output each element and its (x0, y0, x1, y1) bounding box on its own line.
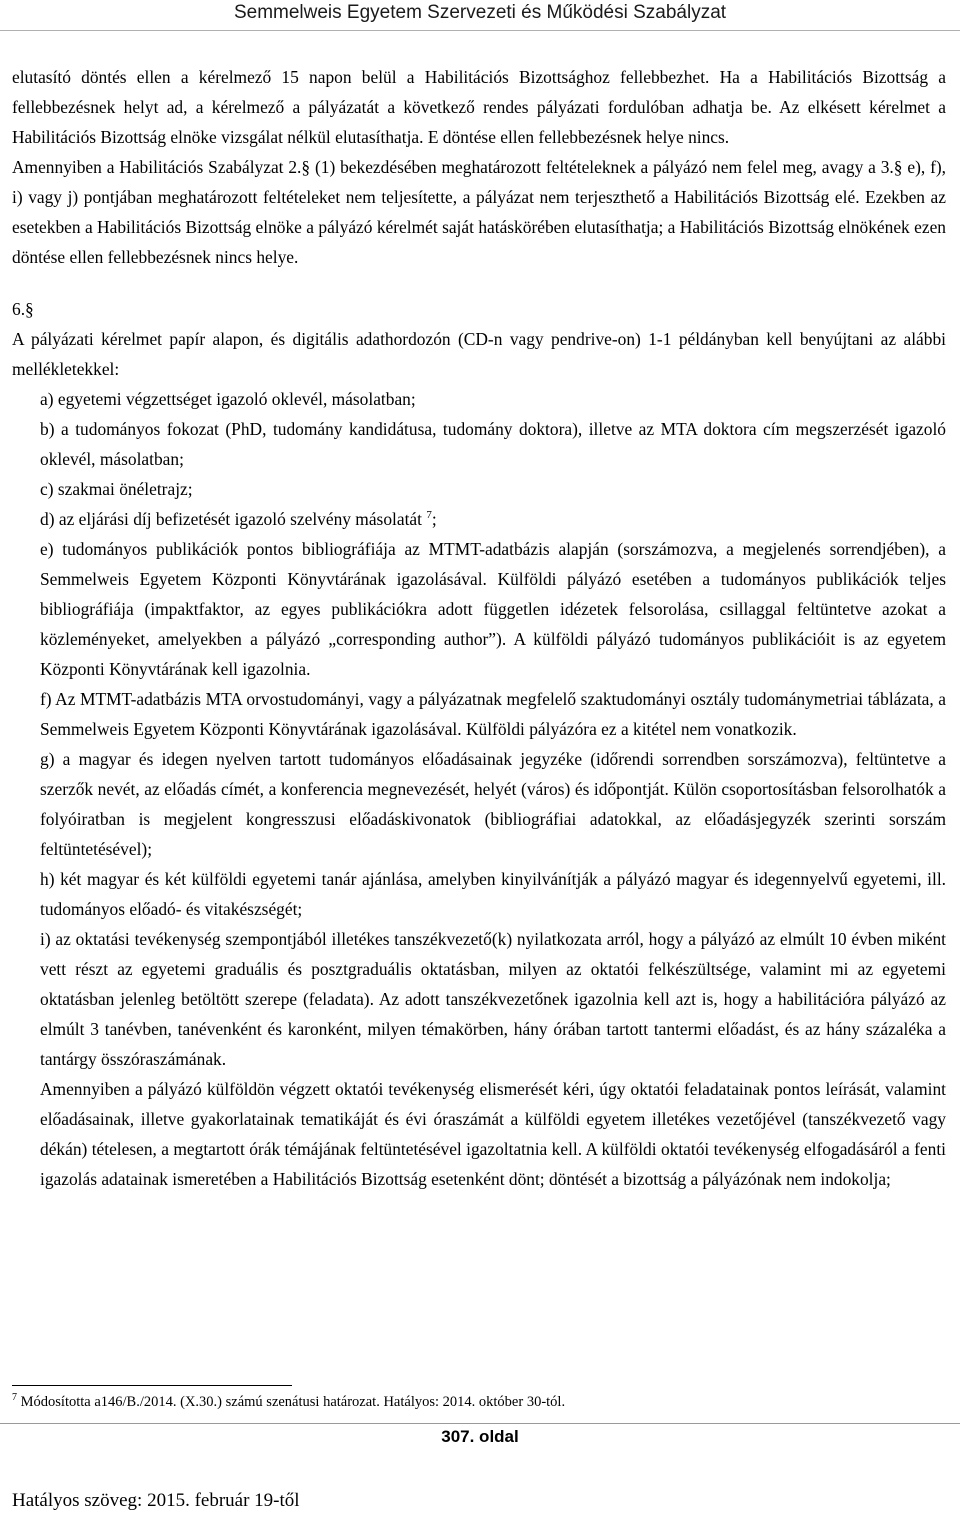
header-divider (0, 30, 960, 31)
footnote (12, 1392, 946, 1412)
paragraph-intro: A pályázati kérelmet papír alapon, és digitális adathordozón (CD-n vagy pendrive-on) 1-1 példányban kell benyújtani az alábbi mellékletekkel: (12, 329, 946, 379)
paragraph-conditions: Amennyiben a Habilitációs Szabályzat 2.§ (1) bekezdésében meghatározott feltételeknek a pályázó nem felel meg, avagy a 3.§ e), f), i) vagy j) pontjában meghatározott feltételeket nem teljesítette, a pályázat nem terjeszthető a Habilitációs Bizottság elé. Ezekben az esetekben a Habilitációs Bizottság elnöke a pályázó kérelmét saját hatáskörében elutasíthatja; a Habilitációs Bizottság elnökének ezen döntése ellen fellebbezésnek nincs helye. (12, 157, 946, 267)
list-item-d (12, 504, 946, 534)
effective-date-footer: Hatályos szöveg: 2015. február 19-től (12, 1490, 300, 1511)
item-marker: h) (40, 869, 55, 889)
list-item-g (12, 744, 946, 864)
item-text: egyetemi végzettséget igazoló oklevél, másolatban; (53, 389, 416, 409)
list-item-i (12, 924, 946, 1074)
footnote-reference: 7 (426, 509, 432, 522)
item-marker: a) (40, 389, 54, 409)
section-heading: 6.§ (12, 299, 34, 319)
item-marker: g) (40, 749, 55, 769)
document-body (12, 62, 946, 1194)
page-number-divider (0, 1423, 960, 1424)
list-item-c (12, 474, 946, 504)
paragraph-foreign-teaching: Amennyiben a pályázó külföldön végzett oktatói tevékenység elismerését kéri, úgy oktatói feladatainak pontos leírását, valamint előadásainak, illetve gyakorlatainak tematikáját és évi óraszámát a külföldi egyetem illetékes vezetőjével (tanszékvezető vagy dékán) tételesen, a megtartott órák témájának feltüntetésével igazoltatnia kell. A külföldi oktatói tevékenység elfogadásáról a fenti igazolás adatainak ismeretében a Habilitációs Bizottság esetenként dönt; döntését a bizottság a pályázónak nem indokolja; (40, 1079, 946, 1189)
item-marker: d) (40, 509, 55, 529)
item-text: Az MTMT-adatbázis MTA orvostudományi, vagy a pályázatnak megfelelő szaktudományi osztály tudománymetriai táblázata, a Semmelweis Egyetem Központi Könyvtárának igazolásával. Külföldi pályázóra ez a kitétel nem vonatkozik. (40, 689, 946, 739)
item-text: tudományos publikációk pontos bibliográfiája az MTMT-adatbázis alapján (sorszámozva, a megjelenés sorrendjében), a Semmelweis Egyetem Központi Könyvtárának igazolásával. Külföldi pályázó esetében a tudományos publikációk teljes bibliográfiája (impaktfaktor, az egyes publikációkra adott független idézetek felsorolása, csillaggal feltüntetve azokat a közleményeket, amelyekben a pályázó „corresponding author”). A külföldi pályázó tudományos publikációit is az egyetem Központi Könyvtárának kell igazolnia. (40, 539, 946, 679)
footnote-number: 7 (12, 1392, 17, 1404)
item-text: az eljárási díj befizetését igazoló szelvény másolatát (54, 509, 422, 529)
item-text-end: ; (431, 509, 437, 529)
list-item-h (12, 864, 946, 924)
item-text: két magyar és két külföldi egyetemi tanár ajánlása, amelyben kinyilvánítják a pályázó magyar és idegennyelvű egyetemi, ill. tudományos előadó- és vitakészségét; (40, 869, 946, 919)
list-item-b (12, 414, 946, 474)
item-marker: c) (40, 479, 54, 499)
page-number: 307. oldal (441, 1427, 519, 1446)
item-marker: f) (40, 689, 52, 709)
item-text: szakmai önéletrajz; (53, 479, 193, 499)
footnote-text: Módosította a146/B./2014. (X.30.) számú szenátusi határozat. Hatályos: 2014. október 30-tól. (17, 1394, 566, 1410)
item-text: az oktatási tevékenység szempontjából illetékes tanszékvezető(k) nyilatkozata arról, hogy a pályázó az elmúlt 10 évben miként vett részt az egyetemi graduális és posztgraduális oktatásban, milyen az oktatói felkészültsége, valamint mi az egyetemi oktatásban jelenleg betöltött szerepe (feladata). Az adott tanszékvezetőnek igazolnia kell azt is, hogy a habilitációra pályázó az elmúlt 3 tanévben, tanévenként és karonként, milyen témakörben, hány órában tartott tantermi előadást, és az hány százaléka a tantárgy összóraszámának. (40, 929, 946, 1069)
list-item-a (12, 384, 946, 414)
list-item-f (12, 684, 946, 744)
paragraph-appeal: elutasító döntés ellen a kérelmező 15 napon belül a Habilitációs Bizottsághoz fellebbezhet. Ha a Habilitációs Bizottság a fellebbezésnek helyt ad, a kérelmező a pályázatát a következő rendes pályázati fordulóban adhatja be. Az elkésett kérelmet a Habilitációs Bizottság elnöke vizsgálat nélkül elutasíthatja. E döntése ellen fellebbezésnek helye nincs. (12, 67, 946, 147)
item-marker: i) (40, 929, 51, 949)
item-marker: b) (40, 419, 55, 439)
paragraph-gap (12, 272, 946, 294)
running-header: Semmelweis Egyetem Szervezeti és Működési Szabályzat (233, 2, 727, 23)
item-text: a tudományos fokozat (PhD, tudomány kandidátusa, tudomány doktora), illetve az MTA doktora cím megszerzését igazoló oklevél, másolatban; (40, 419, 946, 469)
list-item-e (12, 534, 946, 684)
item-marker: e) (40, 539, 54, 559)
footnote-divider (12, 1385, 292, 1386)
item-text: a magyar és idegen nyelven tartott tudományos előadásainak jegyzéke (időrendi sorrendben sorszámozva), feltüntetve a szerzők nevét, az előadás címét, a konferencia megnevezését, helyét (város) és időpontját. Külön csoportosításban felsorolhatók a folyóiratban is megjelent kongresszusi előadáskivonatok (bibliográfiai adatokkal, az előadásjegyzék szerinti sorszám feltüntetésével); (40, 749, 946, 859)
